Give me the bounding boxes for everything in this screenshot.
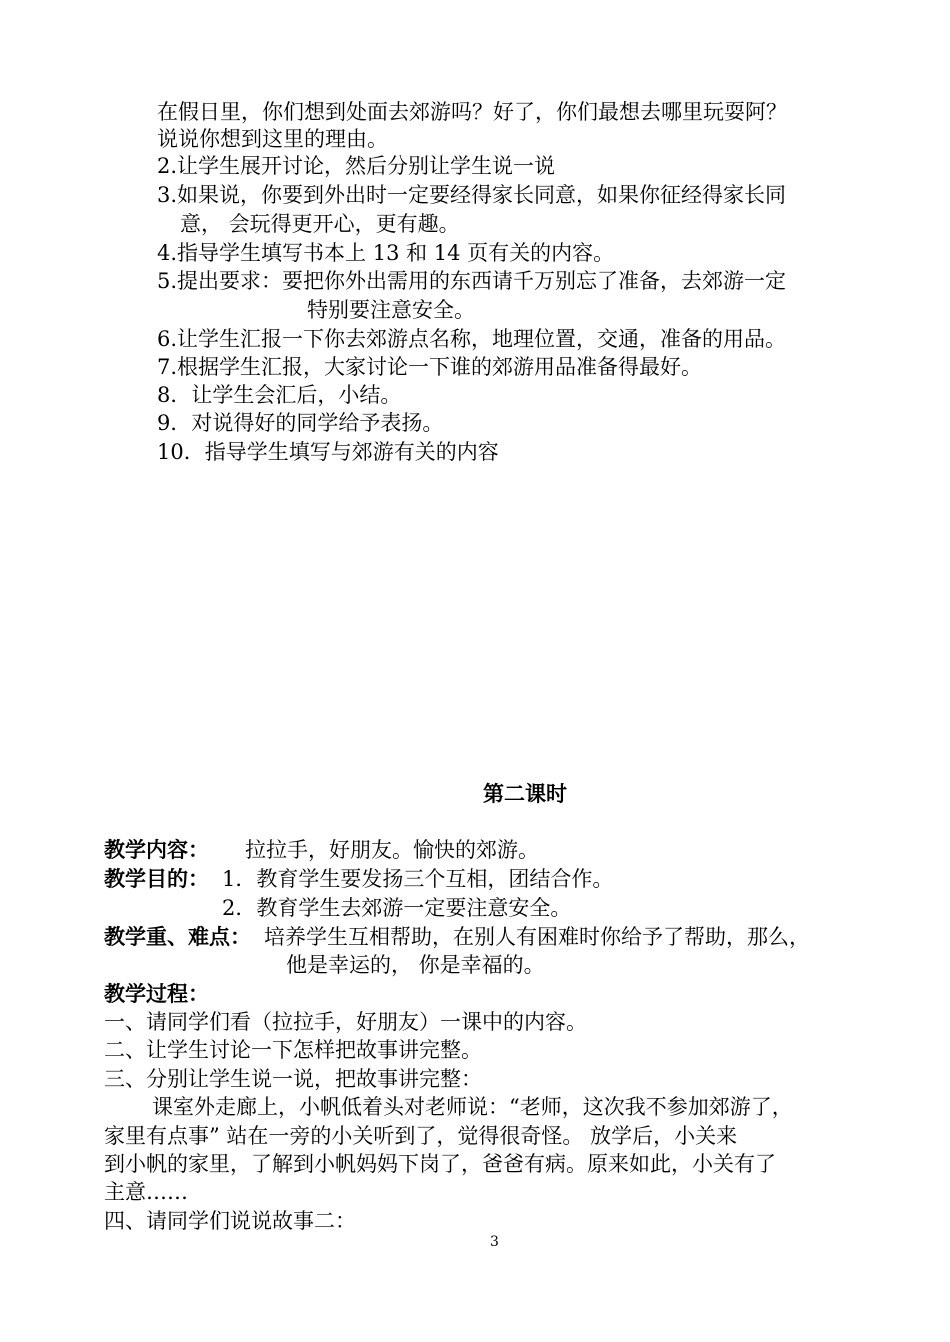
step-2: 二、让学生讨论一下怎样把故事讲完整。: [104, 1038, 482, 1062]
story-line-4: 主意……: [104, 1180, 188, 1204]
text-line-3: 2.让学生展开讨论，然后分别让学生说一说: [157, 154, 556, 178]
step-4: 四、请同学们说说故事二：: [104, 1209, 356, 1233]
key-row: [104, 924, 251, 951]
step-1: 一、请同学们看（拉拉手，好朋友）一课中的内容。: [104, 1010, 587, 1034]
text-line-4: 3.如果说，你要到外出时一定要经得家长同意，如果你征经得家长同: [157, 183, 787, 207]
text-line-10: 7.根据学生汇报，大家讨论一下谁的郊游用品准备得最好。: [157, 355, 703, 379]
text-line-5: 意， 会玩得更开心，更有趣。: [180, 212, 460, 236]
content-text: 拉拉手，好朋友。愉快的郊游。: [245, 838, 539, 862]
story-line-3: 到小帆的家里，了解到小帆妈妈下岗了，爸爸有病。原来如此，小关有了: [104, 1152, 776, 1176]
text-line-1: 在假日里，你们想到处面去郊游吗？好了，你们最想去哪里玩耍阿？: [157, 100, 787, 124]
goal-row: [104, 866, 209, 893]
story-line-2: 家里有点事” 站在一旁的小关听到了，觉得很奇怪。 放学后，小关来: [104, 1124, 738, 1148]
key-label: 教学重、难点：: [104, 925, 251, 949]
process-row: [104, 981, 209, 1008]
text-line-2: 说说你想到这里的理由。: [157, 127, 388, 151]
content-row: [104, 837, 209, 864]
page-number: 3: [490, 1234, 499, 1250]
text-line-7: 5.提出要求：要把你外出需用的东西请千万别忘了准备，去郊游一定: [157, 269, 787, 293]
process-label: 教学过程：: [104, 982, 209, 1006]
step-3: 三、分别让学生说一说，把故事讲完整：: [104, 1067, 482, 1091]
goal-item-2: 2．教育学生去郊游一定要注意安全。: [222, 896, 572, 920]
key-text-2: 他是幸运的， 你是幸福的。: [286, 953, 545, 977]
text-line-12: 9．对说得好的同学给予表扬。: [157, 411, 444, 435]
text-line-11: 8．让学生会汇后，小结。: [157, 383, 402, 407]
goal-label: 教学目的：: [104, 867, 209, 891]
text-line-13: 10．指导学生填写与郊游有关的内容: [157, 440, 499, 464]
text-line-6: 4.指导学生填写书本上 13 和 14 页有关的内容。: [157, 241, 615, 265]
section-title: 第二课时: [483, 782, 567, 806]
goal-item-1: 1．教育学生要发扬三个互相，团结合作。: [222, 867, 614, 891]
content-label: 教学内容：: [104, 838, 209, 862]
story-line-1: 课室外走廊上，小帆低着头对老师说：“老师，这次我不参加郊游了，: [152, 1095, 793, 1119]
key-text-1: 培养学生互相帮助，在别人有困难时你给予了帮助，那么，: [264, 925, 810, 949]
text-line-8: 特别要注意安全。: [307, 298, 475, 322]
text-line-9: 6.让学生汇报一下你去郊游点名称，地理位置，交通，准备的用品。: [157, 327, 787, 351]
